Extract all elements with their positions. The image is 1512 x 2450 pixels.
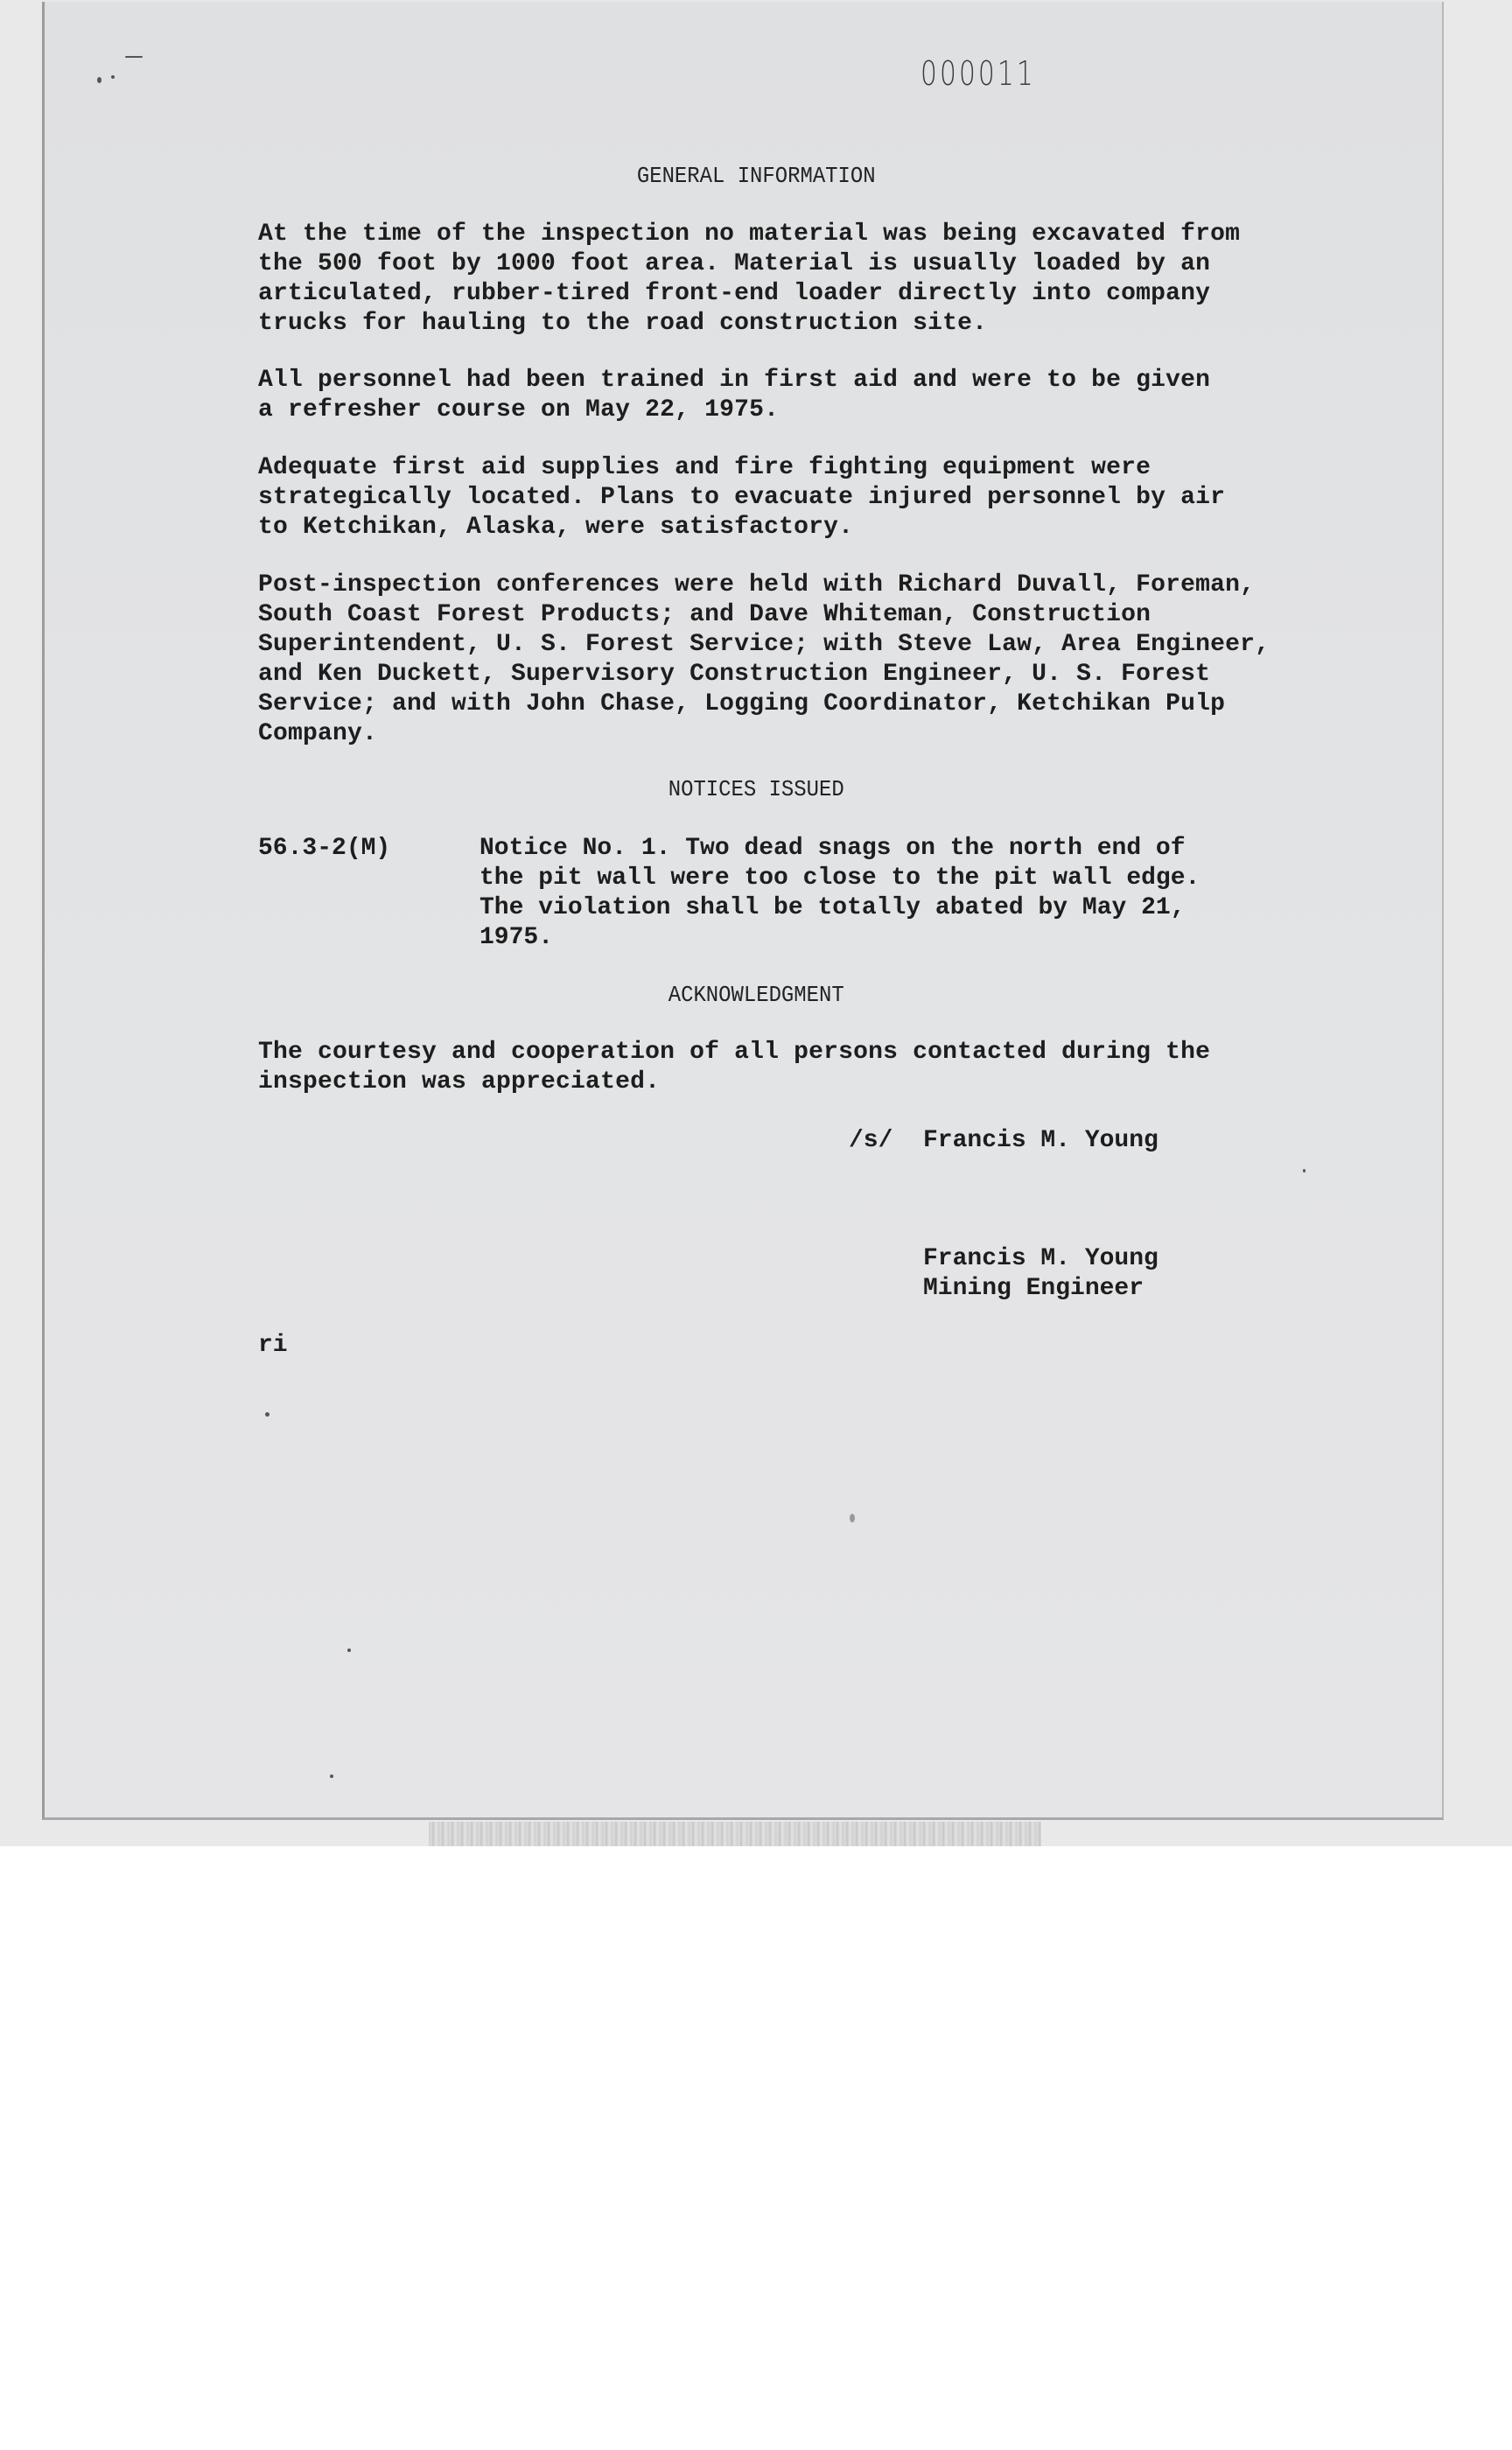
typist-initials: ri: [258, 1332, 288, 1359]
scan-speck: [330, 1774, 333, 1778]
paragraph-acknowledgment: The courtesy and cooperation of all persons contacted during the inspection was appreciated.: [258, 1039, 1211, 1096]
scan-speck: [125, 56, 143, 58]
signer-title: Mining Engineer: [923, 1275, 1144, 1302]
signature-mark: /s/: [849, 1127, 893, 1154]
notice-code: 56.3-2(M): [258, 835, 391, 862]
heading-acknowledgment: ACKNOWLEDGMENT: [668, 982, 844, 1008]
heading-notices-issued: NOTICES ISSUED: [668, 776, 844, 802]
scan-speck: [265, 1412, 270, 1417]
paragraph-first-aid-supplies: Adequate first aid supplies and fire fighting equipment were strategically located. Plans to evacuate injured personnel by air to Ketchikan, Alaska, were satisfactory.: [258, 454, 1226, 541]
scan-speck: [111, 75, 115, 79]
scan-speck: [850, 1514, 855, 1522]
signature-name: Francis M. Young: [923, 1127, 1158, 1154]
notice-text: Notice No. 1. Two dead snags on the north end of the pit wall were too close to the pit wall edge. The violation shall be totally abated by May 21, 1975.: [480, 835, 1200, 951]
scan-speck: [97, 77, 102, 83]
heading-general-information: GENERAL INFORMATION: [636, 163, 876, 189]
scan-speck: [347, 1648, 351, 1652]
paragraph-post-inspection-conferences: Post-inspection conferences were held with Richard Duvall, Foreman, South Coast Forest Products; and Dave Whiteman, Construction Superintendent, U. S. Forest Service; with Steve Law, Area Engineer, and Ken Duckett, Supervisory Construction Engineer, U. S. Forest Service; and with John Chase, Logging Coordinator, Ketchikan Pulp Company.: [258, 571, 1270, 747]
signer-block: [923, 1244, 1158, 1304]
signer-name: Francis M. Young: [923, 1245, 1158, 1272]
scan-edge-artifact: [429, 1822, 1041, 1846]
page-number: 000011: [920, 54, 1036, 93]
paragraph-first-aid-training: All personnel had been trained in first aid and were to be given a refresher course on May 22, 1975.: [258, 367, 1211, 424]
paragraph-inspection-status: At the time of the inspection no material was being excavated from the 500 foot by 1000 foot area. Material is usually loaded by an articulated, rubber-tired front-end loader directly into company trucks for hauling to the road construction site.: [258, 220, 1241, 337]
scan-speck: [1303, 1169, 1306, 1172]
